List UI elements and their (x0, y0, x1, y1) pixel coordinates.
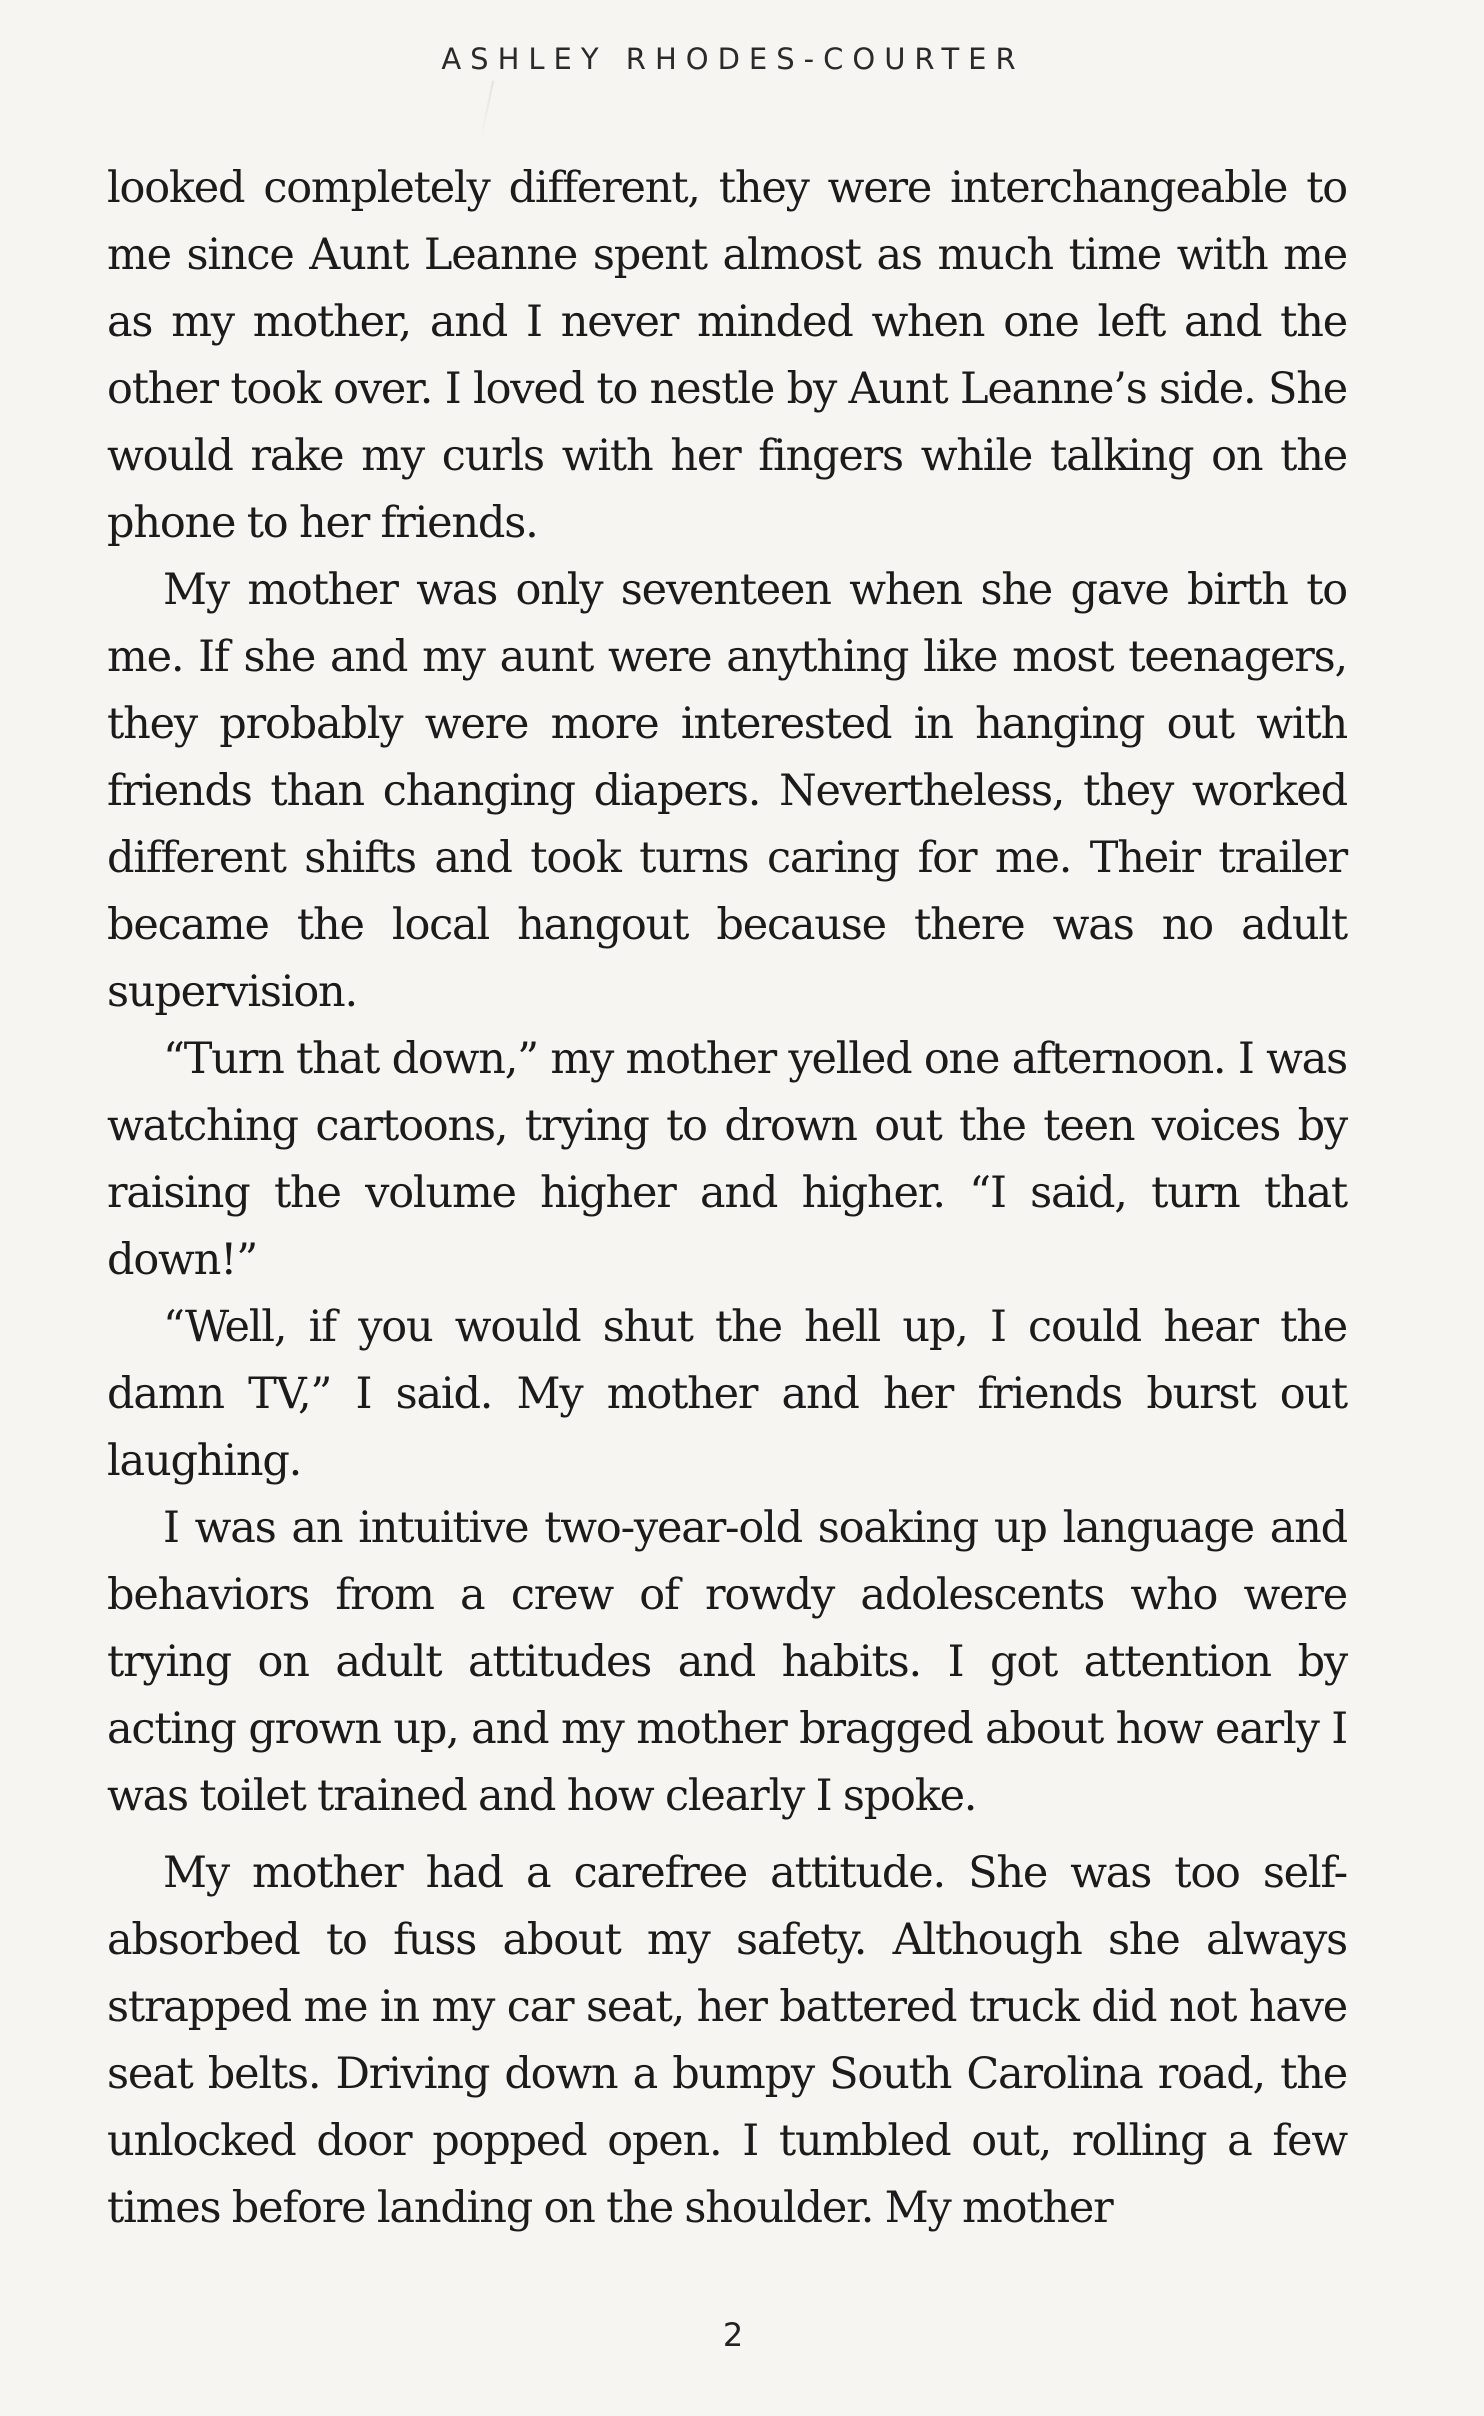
paragraph: “Well, if you would shut the hell up, I could hear the damn TV,” I said. My mother and her friends burst out laughing. (107, 1302, 1347, 1486)
paragraph: I was an intuitive two-year-old soaking up language and behaviors from a crew of rowdy adolescents who were trying on adult attitudes and habits. I got attention by acting grown up, and my mother bragged about how early I was toilet trained and how clearly I spoke. (107, 1503, 1347, 1821)
body-text (107, 155, 1347, 2242)
paragraph-continued: looked completely different, they were interchangeable to me since Aunt Leanne spent almost as much time with me as my mother, and I never minded when one left and the other took over. I loved to nestle by Aunt Leanne’s side. She would rake my curls with her fingers while talking on the phone to her friends. (107, 163, 1347, 548)
page-crease-mark (480, 80, 494, 139)
paragraph: “Turn that down,” my mother yelled one afternoon. I was watching cartoons, trying to drown out the teen voices by raising the volume higher and higher. “I said, turn that down!” (107, 1034, 1347, 1285)
paragraph: My mother was only seventeen when she gave birth to me. If she and my aunt were anything like most teenagers, they probably were more interested in hanging out with friends than changing diapers. Nevertheless, they worked different shifts and took turns caring for me. Their trailer became the local hangout because there was no adult supervision. (107, 565, 1347, 1017)
paragraph: My mother had a carefree attitude. She was too self-absorbed to fuss about my safety. Although she always strapped me in my car seat, her battered truck did not have seat belts. Driving down a bumpy South Carolina road, the unlocked door popped open. I tumbled out, rolling a few times before landing on the shoulder. My mother (107, 1848, 1347, 2233)
running-head: ASHLEY RHODES-COURTER (441, 42, 1025, 76)
page-number: 2 (722, 2316, 744, 2354)
